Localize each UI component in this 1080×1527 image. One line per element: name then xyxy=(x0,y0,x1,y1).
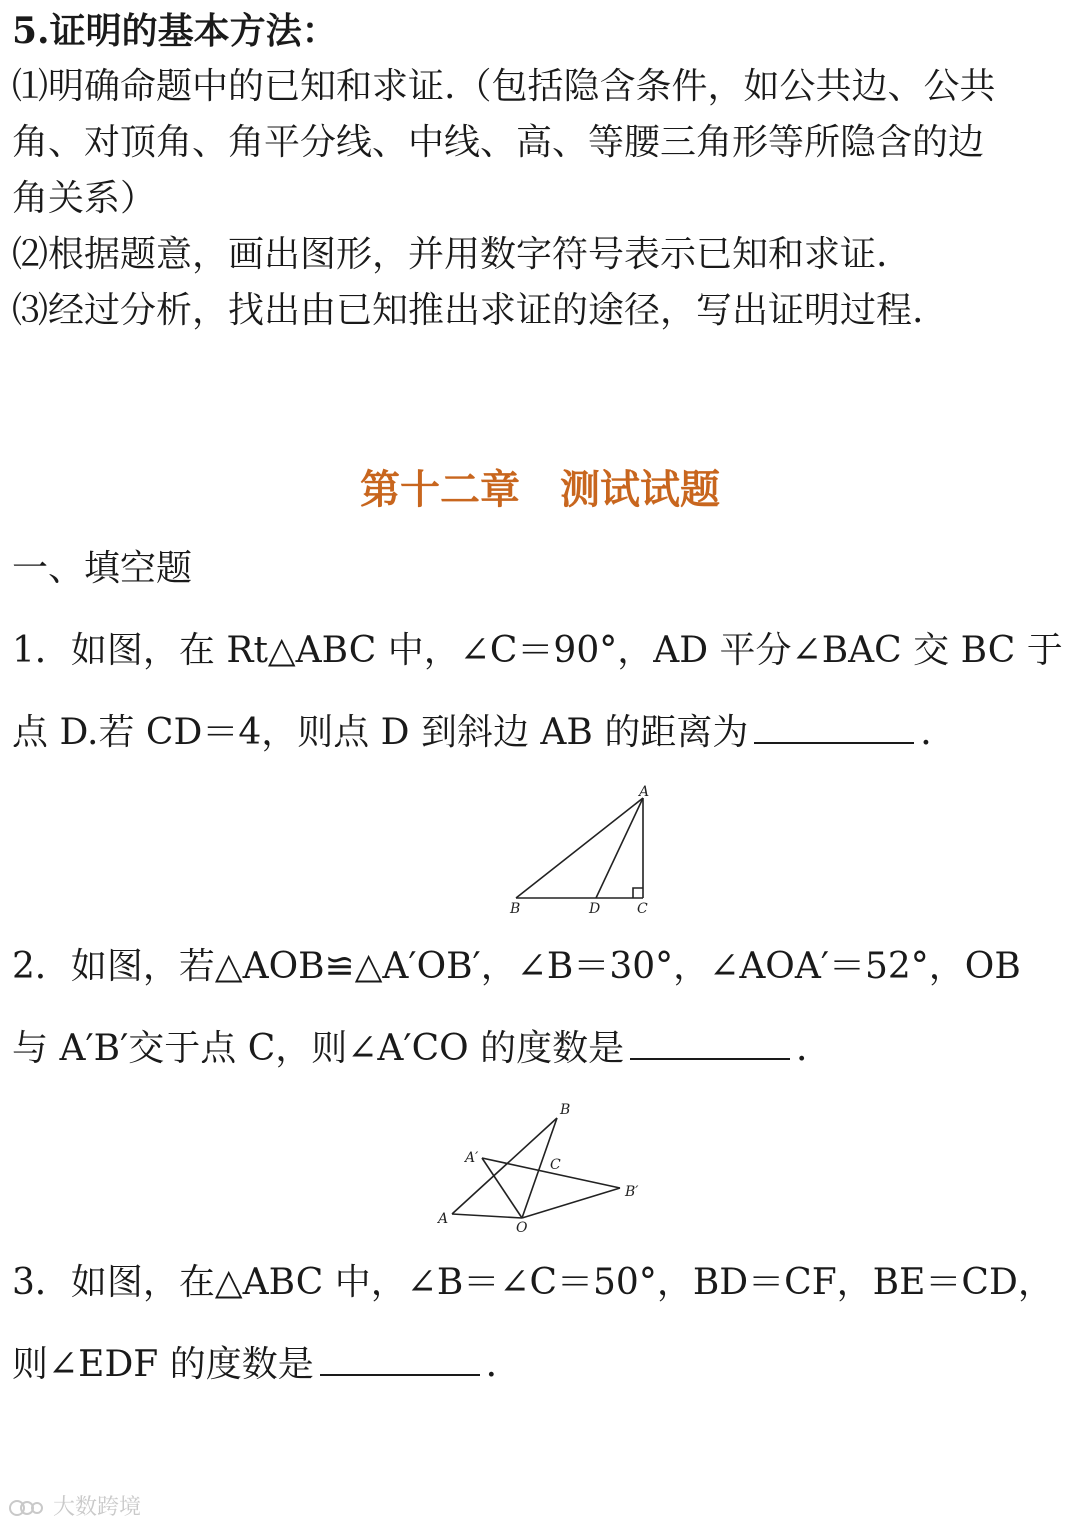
question-1-text: 点 D.若 CD＝4，则点 D 到斜边 AB 的距离为 xyxy=(12,712,749,753)
label-a: A xyxy=(438,1211,449,1227)
question-1-line-1: 1．如图，在 Rt△ABC 中，∠C＝90°，AD 平分∠BAC 交 BC 于 xyxy=(12,630,1063,671)
step-3: ⑶经过分析，找出由已知推出求证的途径，写出证明过程. xyxy=(12,290,924,331)
question-2-line-2 xyxy=(12,1026,1070,1072)
step-1-line-2: 角、对顶角、角平分线、中线、高、等腰三角形等所隐含的边 xyxy=(12,122,985,163)
label-a-prime: A′ xyxy=(465,1150,479,1166)
section-title: 5.证明的基本方法： xyxy=(12,10,338,52)
figure-congruent-triangles xyxy=(432,1096,652,1236)
question-2-end: ． xyxy=(796,1028,833,1069)
watermark-logo-icon xyxy=(8,1498,46,1518)
bisector-ad xyxy=(596,798,643,898)
step-1-line-3: 角关系） xyxy=(12,178,157,219)
label-c: C xyxy=(637,901,648,917)
side-ab xyxy=(452,1118,557,1214)
label-b: B xyxy=(510,901,521,917)
chapter-title: 第十二章 测试试题 xyxy=(360,466,720,513)
question-3-text: 则∠EDF 的度数是 xyxy=(12,1344,314,1385)
figure-right-triangle xyxy=(500,780,660,920)
side-ob1 xyxy=(522,1188,620,1218)
part-heading: 一、填空题 xyxy=(12,548,193,589)
question-3-line-2 xyxy=(12,1342,1070,1388)
watermark xyxy=(8,1490,141,1521)
answer-blank-2 xyxy=(630,1028,790,1060)
label-o: O xyxy=(516,1220,528,1236)
label-b-prime: B′ xyxy=(625,1184,639,1200)
watermark-text: 大数跨境 xyxy=(53,1495,142,1520)
right-angle-mark xyxy=(633,888,643,898)
side-ab xyxy=(516,798,643,898)
step-2: ⑵根据题意，画出图形，并用数字符号表示已知和求证. xyxy=(12,234,888,275)
question-1-end: ． xyxy=(920,712,957,753)
side-a1o xyxy=(482,1158,522,1218)
label-d: D xyxy=(589,901,601,917)
question-2-text: 与 A′B′交于点 C，则∠A′CO 的度数是 xyxy=(12,1028,625,1069)
label-a: A xyxy=(639,784,650,800)
step-1-line-1: ⑴明确命题中的已知和求证.（包括隐含条件，如公共边、公共 xyxy=(12,66,996,107)
answer-blank-1 xyxy=(754,712,914,744)
side-ao xyxy=(452,1214,522,1218)
question-3-line-1: 3．如图，在△ABC 中，∠B＝∠C＝50°，BD＝CF，BE＝CD， xyxy=(12,1262,1054,1303)
label-b: B xyxy=(560,1102,571,1118)
question-1-line-2 xyxy=(12,710,1070,756)
question-2-line-1: 2．如图，若△AOB≌△A′OB′，∠B＝30°，∠AOA′＝52°，OB xyxy=(12,946,1021,987)
label-c: C xyxy=(550,1157,561,1173)
question-3-end: ． xyxy=(485,1344,522,1385)
answer-blank-3 xyxy=(320,1344,480,1376)
